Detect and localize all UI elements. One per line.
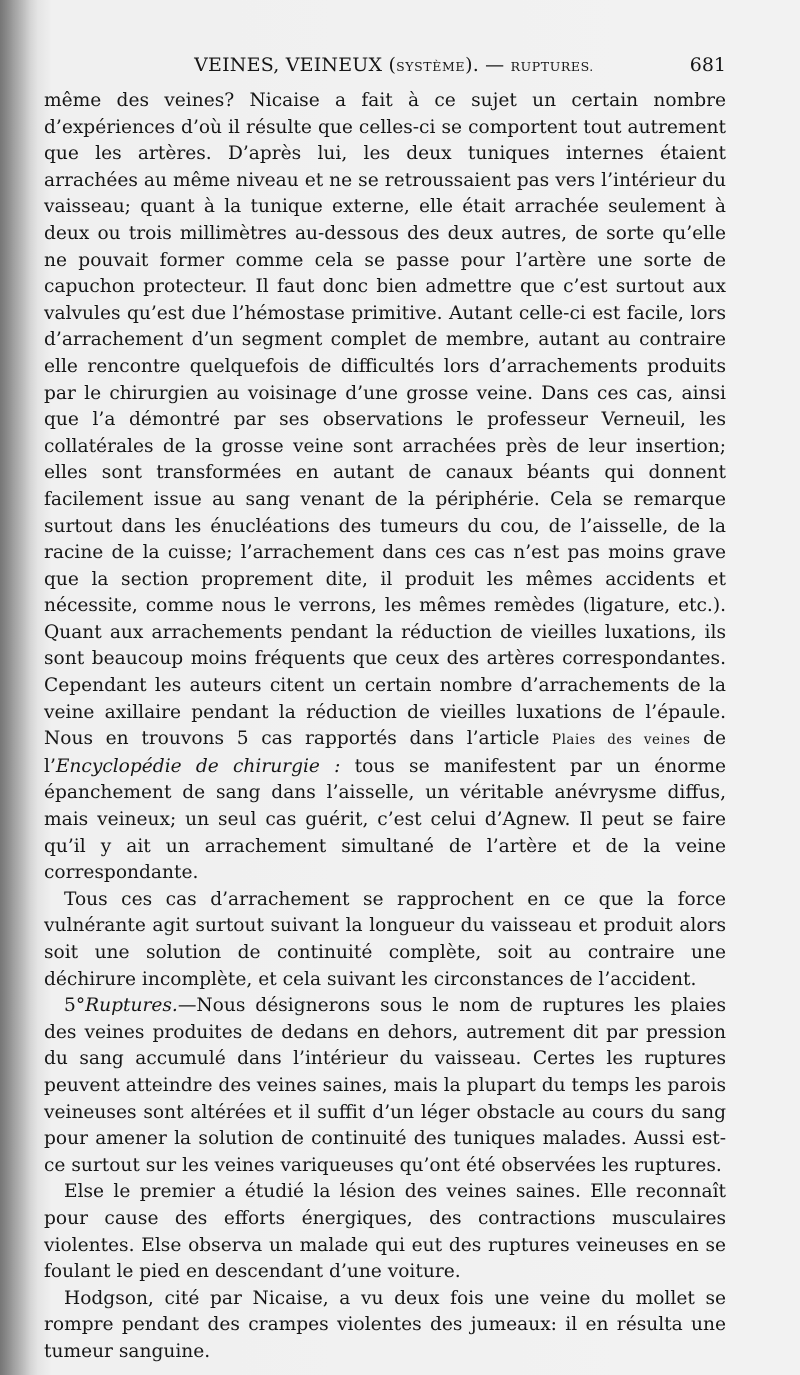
paragraph-3-text: —Nous désignerons sous le nom de ruptures les plaies des veines produites de dedans en dehors, autrement dit par pression du sang accumulé dans l’intérieur du vaisseau. Certes les ruptures peuvent atteindre des veines saines, mais la plupart du temps les parois veineuses sont altérées et il suffit d’un léger obstacle au cours du sang pour amener la solution de continuité des tuniques malades. Aussi est-ce surtout sur les veines variqueuses qu’ont été observées les ruptures.	[44, 995, 726, 1176]
title-main: VEINES, VEINEUX (	[194, 54, 397, 76]
paragraph-1	[44, 88, 726, 887]
section-heading-ruptures: Ruptures.	[85, 995, 178, 1017]
section-number: 5°	[64, 995, 86, 1017]
paragraph-3	[44, 993, 726, 1179]
running-title	[44, 54, 726, 76]
paragraph-5: Hodgson, cité par Nicaise, a vu deux fois une veine du mollet se rompre pendant des crampes violentes des jumeaux: il en résulta une tumeur sanguine.	[44, 1287, 726, 1362]
title-dash: ). —	[465, 54, 511, 76]
small-caps-reference: Plaies des veines	[552, 732, 691, 749]
paragraph-4: Else le premier a étudié la lésion des veines saines. Elle reconnaît pour cause des efforts énergiques, des contractions musculaires violentes. Else observa un malade qui eut des ruptures veineuses en se foulant le pied en descendant d’une voiture.	[44, 1181, 726, 1283]
paragraph-1-text-a: même des veines? Nicaise a fait à ce sujet un certain nombre d’expériences d’où il résulte que celles-ci se comportent tout autrement que les artères. D’après lui, les deux tuniques internes étaient arrachées au même niveau et ne se retroussaient pas vers l’intérieur du vaisseau; quant à la tunique externe, elle était arrachée seulement à deux ou trois millimètres au-dessous des deux autres, de sorte qu’elle ne pouvait former comme cela se passe pour l’artère une sorte de capuchon protecteur. Il faut donc bien admettre que c’est surtout aux valvules qu’est due l’hémostase primitive. Autant celle-ci est facile, lors d’arrachement d’un segment complet de membre, autant au contraire elle rencontre quelquefois de difficultés lors d’arrachements produits par le chirurgien au voisinage d’une grosse veine. Dans ces cas, ainsi que l’a démontré par ses observations le professeur Verneuil, les collatérales de la grosse veine sont arrachées près de leur insertion; elles sont transformées en autant de canaux béants qui donnent facilement issue au sang venant de la périphérie. Cela se remarque surtout dans les énucléations des tumeurs du cou, de l’aisselle, de la racine de la cuisse; l’arrachement dans ces cas n’est pas moins grave que la section proprement dite, il produit les mêmes accidents et nécessite, comme nous le verrons, les mêmes remèdes (ligature, etc.). Quant aux arrachements pendant la réduction de vieilles luxations, ils sont beaucoup moins fréquents que ceux des artères correspondantes. Cependant les auteurs citent un certain nombre d’arrachements de la veine axillaire pendant la réduction de vieilles luxations de l’épaule. Nous en trouvons 5 cas rapportés dans l’article	[44, 90, 726, 750]
paragraph-1-text-c: tous se manifestent par un énorme épanchement de sang dans l’aisselle, un véritable anévrysme diffus, mais veineux; un seul cas guérit, c’est celui d’Agnew. Il peut se faire qu’il y ait un arrachement simultané de l’artère et de la veine correspondante.	[44, 755, 726, 884]
title-section: RUPTURES.	[510, 59, 594, 74]
paragraph-1-text-b: de l’	[44, 728, 726, 777]
encyclopedie-title: Encyclopédie de chirurgie :	[55, 755, 341, 777]
body-text	[44, 88, 726, 1366]
running-header	[44, 54, 726, 84]
paragraph-2: Tous ces cas d’arrachement se rapprochent en ce que la force vulnérante agit surtout suivant la longueur du vaisseau et produit alors soit une solution de continuité complète, soit au contraire une déchirure incomplète, et cela suivant les circonstances de l’accident.	[44, 888, 726, 990]
title-small-caps: SYSTÈME	[396, 59, 466, 74]
page-number: 681	[689, 54, 726, 76]
